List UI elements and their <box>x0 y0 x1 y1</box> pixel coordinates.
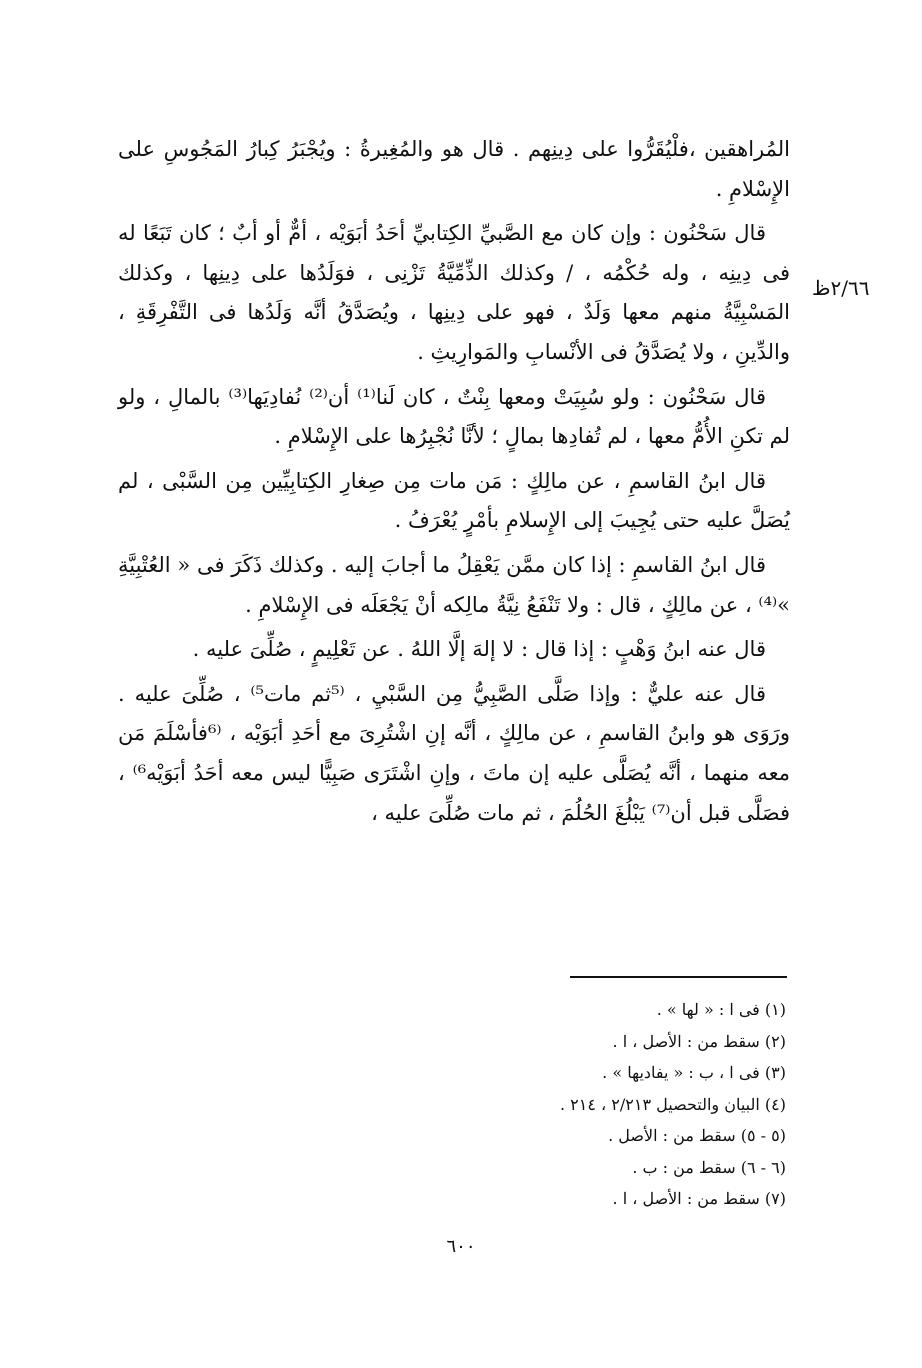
paragraph-5: قال ابنُ القاسمِ : إذا كان ممَّن يَعْقِلُ ما أجابَ إليه . وكذلك ذَكَرَ فى « العُتْبِيَّةِ »⁽⁴⁾ ، عن مالِكٍ ، قال : ولا تَنْفَعُ نِيَّةُ مالِكه أنْ يَجْعَلَه فى الإِسْلامِ . <box>118 552 790 617</box>
margin-note-folio: ٢/٦٦ظ <box>812 276 870 300</box>
paragraph-6: قال عنه ابنُ وَهْبٍ : إذا قال : لا إلهَ إلَّا اللهُ . عن تَعْلِيمٍ ، صُلِّىَ عليه . <box>192 637 766 662</box>
footnote-6: (٦ - ٦) سقط من : ب . <box>632 1157 786 1177</box>
footnote-divider <box>570 976 787 978</box>
footnotes-list <box>430 994 786 1215</box>
paragraph-3: قال سَحْنُون : ولو سُبِيَتْ ومعها بِنْتٌ ، كان لَنا⁽¹⁾ أن⁽²⁾ نُفادِيَها⁽³⁾ بالمالِ ، ولو لم تكنِ الأُمُّ معها ، لم تُفادِها بمالٍ ؛ لأنَّا نُجْبِرُها على الإِسْلامِ . <box>118 384 790 449</box>
paragraph-1: المُراهقين ،فلْيُقَرُّوا على دِينِهم . قال هو والمُغِيرةُ : ويُجْبَرُ كِبارُ المَجُوسِ على الإِسْلامِ . <box>118 137 790 201</box>
footnote-4: (٤) البيان والتحصيل ٢/٢١٣ ، ٢١٤ . <box>559 1094 786 1114</box>
footnote-7: (٧) سقط من : الأصل ، ا . <box>612 1189 786 1208</box>
paragraph-4: قال ابنُ القاسمِ ، عن مالِكٍ : مَن مات مِن صِغارِ الكِتابِيِّين مِن السَّبْى ، لم يُصَلَّ عليه حتى يُجِيبَ إلى الإِسلامِ بأمْرٍ يُعْرَفُ . <box>118 468 790 533</box>
paragraph-2: قال سَحْنُون : وإن كان مع الصَّبيِّ الكِتابيِّ أحَدُ أبَوَيْه ، أمٌّ أو أبٌ ؛ كان تَبَعًا له فى دِينِه ، وله حُكْمُه ، / وكذلك الذِّمِّيَّةُ تَزْنِى ، فوَلَدُها على دِينِها ، وكذلك المَسْبِيَّةُ منهم معها وَلَدٌ ، فهو على دِينِها ، ويُصَدَّقُ أنَّه وَلَدُها فى التَّفْرِقَةِ ، والدِّينِ ، ولا يُصَدَّقُ فى الأنْسابِ والمَوارِيثِ . <box>118 221 790 364</box>
page-number: ٦٠٠ <box>446 1236 476 1257</box>
footnote-5: (٥ - ٥) سقط من : الأصل . <box>608 1126 786 1145</box>
paragraph-7: قال عنه عليٌّ : وإذا صَلَّى الصَّبِيُّ مِن السَّبْيِ ، ⁽⁵ثم مات⁵⁾ ، صُلِّىَ عليه . ورَوَى هو وابنُ القاسمِ ، عن مالِكٍ ، أنَّه إنِ اشْتُرِىَ مع أحَدِ أبَوَيْه ، ⁽⁶فأسْلَمَ مَن معه منهما ، أنَّه يُصَلَّى عليه إن ماتَ ، وإنِ اشْتَرَى صَبِيًّا ليس معه أحَدُ أبَوَيْه⁶⁾ ، فصَلَّى قبل أن⁽⁷⁾ يَبْلُغَ الحُلُمَ ، ثم مات صُلِّىَ عليه ، <box>118 681 790 825</box>
footnote-2: (٢) سقط من : الأصل ، ا . <box>612 1031 786 1051</box>
footnote-1: (١) فى ا : « لها » . <box>656 1000 786 1019</box>
footnote-3: (٣) فى ا ، ب : « يفاديها » . <box>602 1063 786 1082</box>
main-text <box>118 130 790 838</box>
